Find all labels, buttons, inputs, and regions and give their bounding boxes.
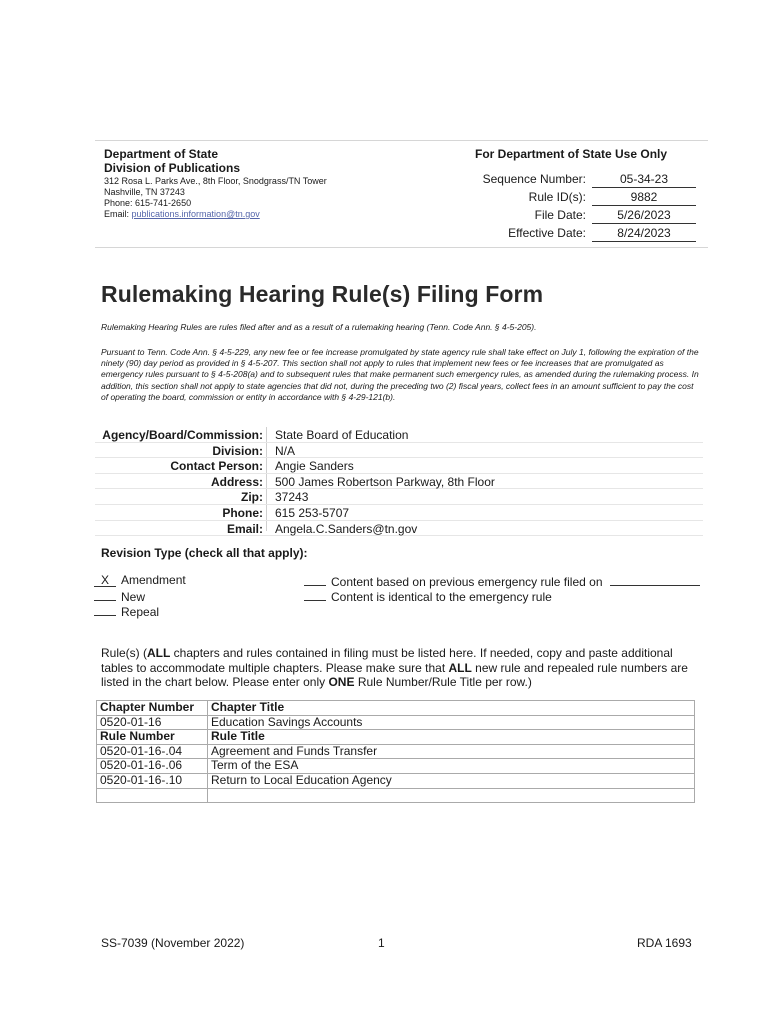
division-row	[95, 443, 703, 459]
email-label: Email:	[226, 521, 263, 536]
rule-title-cell: Return to Local Education Agency	[208, 773, 695, 788]
effective-date-label: Effective Date:	[508, 226, 586, 240]
effective-date-value: 8/24/2023	[592, 226, 696, 242]
rule-number-cell: 0520-01-16-.06	[97, 759, 208, 774]
department-phone: Phone: 615-741-2650	[104, 198, 192, 208]
contact-person-row	[95, 458, 703, 474]
address-line-1: 312 Rosa L. Parks Ave., 8th Floor, Snodgrass/TN Tower	[104, 176, 327, 186]
agency-row	[95, 427, 703, 443]
empty-rule-number-cell	[97, 788, 208, 803]
address-line-2: Nashville, TN 37243	[104, 187, 185, 197]
email-row	[95, 521, 703, 537]
content-previous-row[interactable]	[304, 573, 700, 589]
table-row	[97, 715, 695, 730]
table-row	[97, 730, 695, 745]
revision-type-heading: Revision Type (check all that apply):	[101, 546, 308, 560]
effective-date-row	[400, 226, 700, 244]
rules-intro-f: ONE	[328, 675, 355, 690]
division-value: N/A	[275, 443, 296, 458]
new-label: New	[121, 590, 146, 604]
rule-title-header: Rule Title	[208, 730, 695, 745]
rule-id-row	[400, 190, 700, 208]
address-label: Address:	[210, 474, 263, 489]
new-checkbox-row[interactable]	[94, 588, 145, 604]
phone-value: 615 253-5707	[275, 505, 350, 520]
new-checkbox[interactable]	[94, 588, 116, 601]
contact-person-value: Angie Sanders	[275, 459, 354, 474]
rules-intro-e: new rule and repealed rule numbers are listed in the chart below. Please enter only	[101, 660, 688, 690]
rules-table	[96, 700, 695, 803]
division-name: Division of Publications	[104, 161, 241, 175]
address-value: 500 James Robertson Parkway, 8th Floor	[275, 474, 495, 489]
content-identical-label: Content is identical to the emergency rule	[331, 590, 552, 604]
chapter-title-header: Chapter Title	[208, 701, 695, 716]
amendment-checkbox[interactable]: X	[94, 574, 116, 587]
rules-intro-g: Rule Number/Rule Title per row.)	[354, 675, 532, 690]
amendment-checkbox-row[interactable]	[94, 573, 186, 587]
zip-label: Zip:	[241, 490, 263, 505]
amendment-label: Amendment	[121, 573, 186, 587]
repeal-checkbox-row[interactable]	[94, 603, 159, 619]
state-use-only-heading: For Department of State Use Only	[475, 147, 668, 161]
rule-number-cell: 0520-01-16-.04	[97, 744, 208, 759]
agency-value: State Board of Education	[275, 428, 409, 442]
phone-row	[95, 505, 703, 521]
table-row	[97, 788, 695, 803]
table-row	[97, 701, 695, 716]
table-row	[97, 759, 695, 774]
page-number: 1	[378, 936, 385, 950]
rules-intro-c: chapters and rules contained in filing must be listed here. If needed, copy and paste additional tables to accommodate multiple chapters. Please make sure that	[101, 646, 673, 675]
repeal-checkbox[interactable]	[94, 603, 116, 616]
department-email-link[interactable]: publications.information@tn.gov	[131, 209, 260, 219]
rules-instructions	[101, 646, 701, 690]
content-previous-label: Content based on previous emergency rule filed on	[331, 575, 603, 589]
zip-value: 37243	[275, 490, 309, 505]
table-row	[97, 773, 695, 788]
department-name: Department of State	[104, 147, 219, 161]
address-row	[95, 474, 703, 490]
contact-person-label: Contact Person:	[170, 459, 263, 474]
chapter-number-header: Chapter Number	[97, 701, 208, 716]
rule-number-header: Rule Number	[97, 730, 208, 745]
chapter-title-cell: Education Savings Accounts	[208, 715, 695, 730]
rule-title-cell: Agreement and Funds Transfer	[208, 744, 695, 759]
department-address	[104, 176, 327, 220]
form-subtitle: Rulemaking Hearing Rules are rules filed after and as a result of a rulemaking hearing (Tenn. Code Ann. § 4-5-205).	[101, 322, 537, 332]
email-value: Angela.C.Sanders@tn.gov	[275, 521, 418, 536]
chapter-number-cell: 0520-01-16	[97, 715, 208, 730]
empty-rule-title-cell	[208, 788, 695, 803]
sequence-number-value: 05-34-23	[592, 172, 696, 188]
rule-id-value: 9882	[592, 190, 696, 206]
form-id-footer: SS-7039 (November 2022)	[101, 936, 245, 950]
rules-intro-b: ALL	[147, 646, 171, 660]
phone-label: Phone:	[222, 505, 263, 520]
file-date-label: File Date:	[534, 208, 586, 222]
agency-table	[95, 427, 703, 536]
sequence-number-label: Sequence Number:	[482, 172, 586, 186]
table-row	[97, 744, 695, 759]
content-identical-checkbox[interactable]	[304, 588, 326, 601]
rda-number: RDA 1693	[637, 936, 692, 950]
rules-intro-a: Rule(s) (	[101, 646, 148, 660]
rule-id-label: Rule ID(s):	[528, 190, 586, 204]
rules-intro-d: ALL	[448, 660, 472, 675]
form-title: Rulemaking Hearing Rule(s) Filing Form	[101, 281, 544, 307]
fee-notice-paragraph: Pursuant to Tenn. Code Ann. § 4-5-229, any new fee or fee increase promulgated by state agency rule shall take effect on July 1, following the expiration of the ninety (90) day period as provided in § 4-5-207. This section shall not apply to rules that implement new fees or fee increases that are promulgated as emergency rules pursuant to § 4-5-208(a) and to subsequent rules that make permanent such emergency rules, as amended during the rulemaking process. In addition, this section shall not apply to state agencies that did not, during the preceding two (2) fiscal years, collect fees in an amount sufficient to pay the cost of operating the board, commission or entity in accordance with § 4-29-121(b).	[101, 347, 699, 402]
file-date-value: 5/26/2023	[592, 208, 696, 224]
agency-label: Agency/Board/Commission:	[102, 428, 263, 442]
emergency-rule-date-field[interactable]	[610, 574, 700, 586]
content-identical-row[interactable]	[304, 588, 552, 604]
rule-number-cell: 0520-01-16-.10	[97, 773, 208, 788]
sequence-number-row	[400, 172, 700, 190]
content-previous-checkbox[interactable]	[304, 573, 326, 586]
rule-title-cell: Term of the ESA	[208, 759, 695, 774]
zip-row	[95, 489, 703, 505]
email-label: Email:	[104, 209, 132, 219]
file-date-row	[400, 208, 700, 226]
division-label: Division:	[212, 443, 263, 458]
department-block	[104, 147, 240, 175]
repeal-label: Repeal	[121, 605, 160, 619]
department-email-row	[104, 209, 327, 220]
